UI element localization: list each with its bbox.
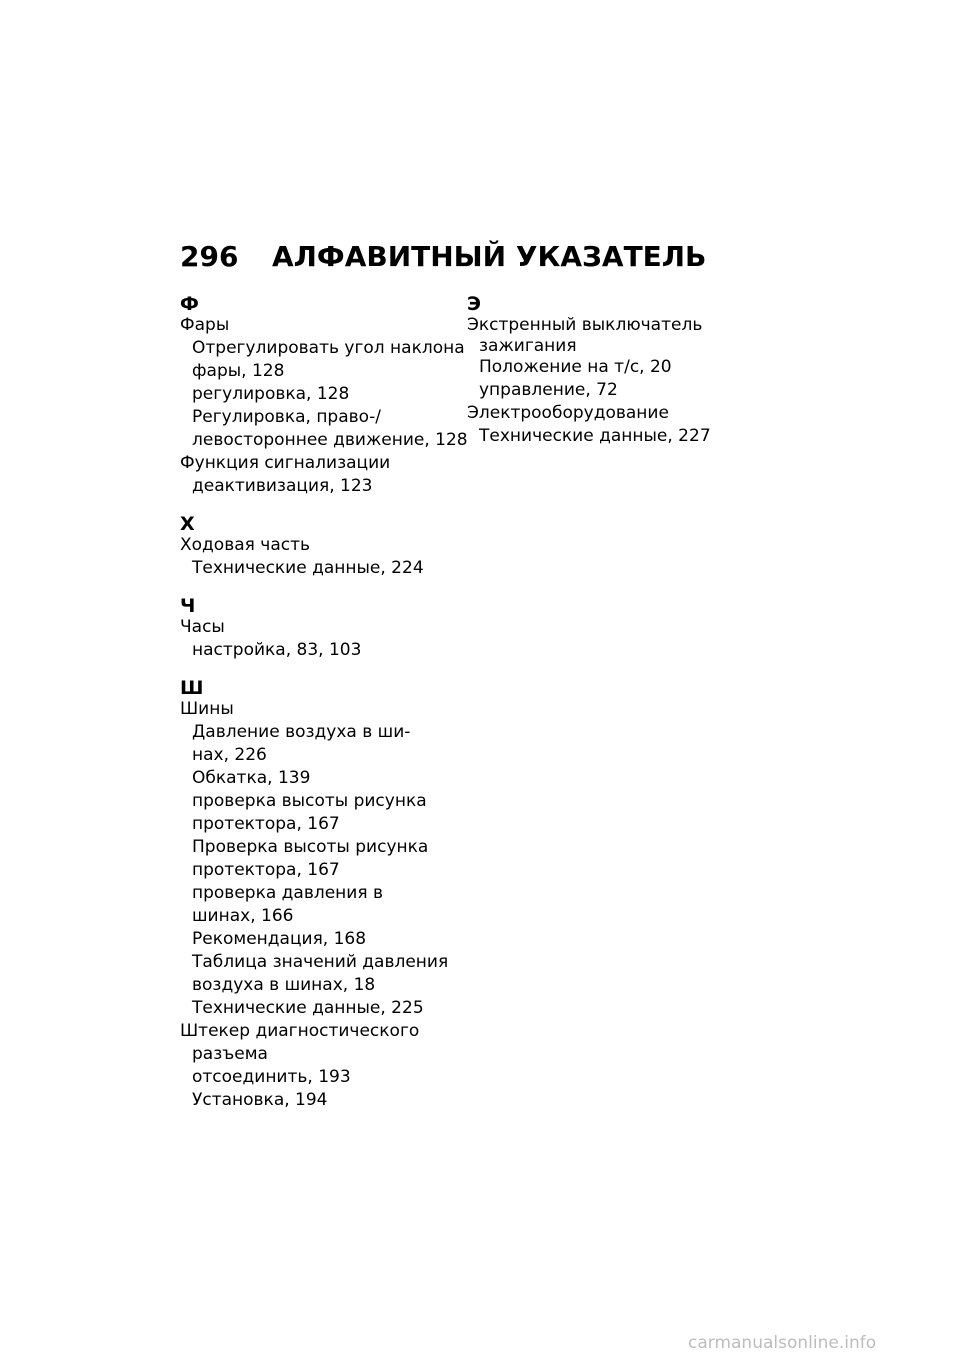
index-column-right [467, 294, 757, 448]
index-subentry: разъема [192, 1044, 268, 1064]
index-subentry: проверка давления в [192, 883, 383, 903]
page-header [180, 240, 706, 280]
index-subentry: Технические данные, 227 [479, 426, 711, 446]
index-term: Штекер диагностического [180, 1021, 420, 1041]
index-term: Шины [180, 699, 234, 719]
index-term: Фары [180, 315, 230, 335]
index-subentry: Технические данные, 224 [192, 558, 424, 578]
index-column-left [180, 294, 470, 1112]
index-subentry: фары, 128 [192, 361, 285, 381]
page-number: 296 [180, 240, 239, 273]
index-subentry: протектора, 167 [192, 814, 340, 834]
watermark: carmanualsonline.info [688, 1333, 877, 1353]
index-term: Ходовая часть [180, 535, 310, 555]
index-subentry: отсоединить, 193 [192, 1067, 351, 1087]
index-subentry: нах, 226 [192, 745, 267, 765]
index-subentry: Таблица значений давления [192, 952, 449, 972]
index-subentry: проверка высоты рисунка [192, 791, 427, 811]
index-letter-sh: Ш [180, 677, 204, 699]
index-subentry: шинах, 166 [192, 906, 294, 926]
index-letter-ch: Ч [180, 595, 196, 617]
index-subentry: зажигания [479, 336, 577, 356]
index-term: Электрооборудование [467, 403, 669, 423]
index-term: Функция сигнализации [180, 453, 391, 473]
index-subentry: регулировка, 128 [192, 384, 350, 404]
index-subentry: Проверка высоты рисунка [192, 837, 429, 857]
index-subentry: Положение на т/с, 20 [479, 357, 672, 377]
index-subentry: Технические данные, 225 [192, 998, 424, 1018]
index-subentry: левостороннее движение, 128 [192, 430, 468, 450]
index-term: Часы [180, 617, 225, 637]
index-subentry: настройка, 83, 103 [192, 640, 362, 660]
index-letter-kh: Х [180, 513, 195, 535]
index-subentry: Установка, 194 [192, 1090, 328, 1110]
index-subentry: Рекомендация, 168 [192, 929, 367, 949]
page-title: АЛФАВИТНЫЙ УКАЗАТЕЛЬ [272, 240, 707, 273]
index-term: Экстренный выключатель [467, 315, 703, 335]
index-subentry: воздуха в шинах, 18 [192, 975, 376, 995]
index-subentry: Давление воздуха в ши- [192, 722, 411, 742]
index-subentry: Регулировка, право-/ [192, 407, 381, 427]
index-subentry: управление, 72 [479, 380, 618, 400]
index-letter-f: Ф [180, 293, 199, 315]
index-subentry: Отрегулировать угол наклона [192, 338, 465, 358]
index-subentry: протектора, 167 [192, 860, 340, 880]
index-subentry: деактивизация, 123 [192, 476, 373, 496]
index-letter-e: Э [467, 293, 481, 315]
index-subentry: Обкатка, 139 [192, 768, 311, 788]
